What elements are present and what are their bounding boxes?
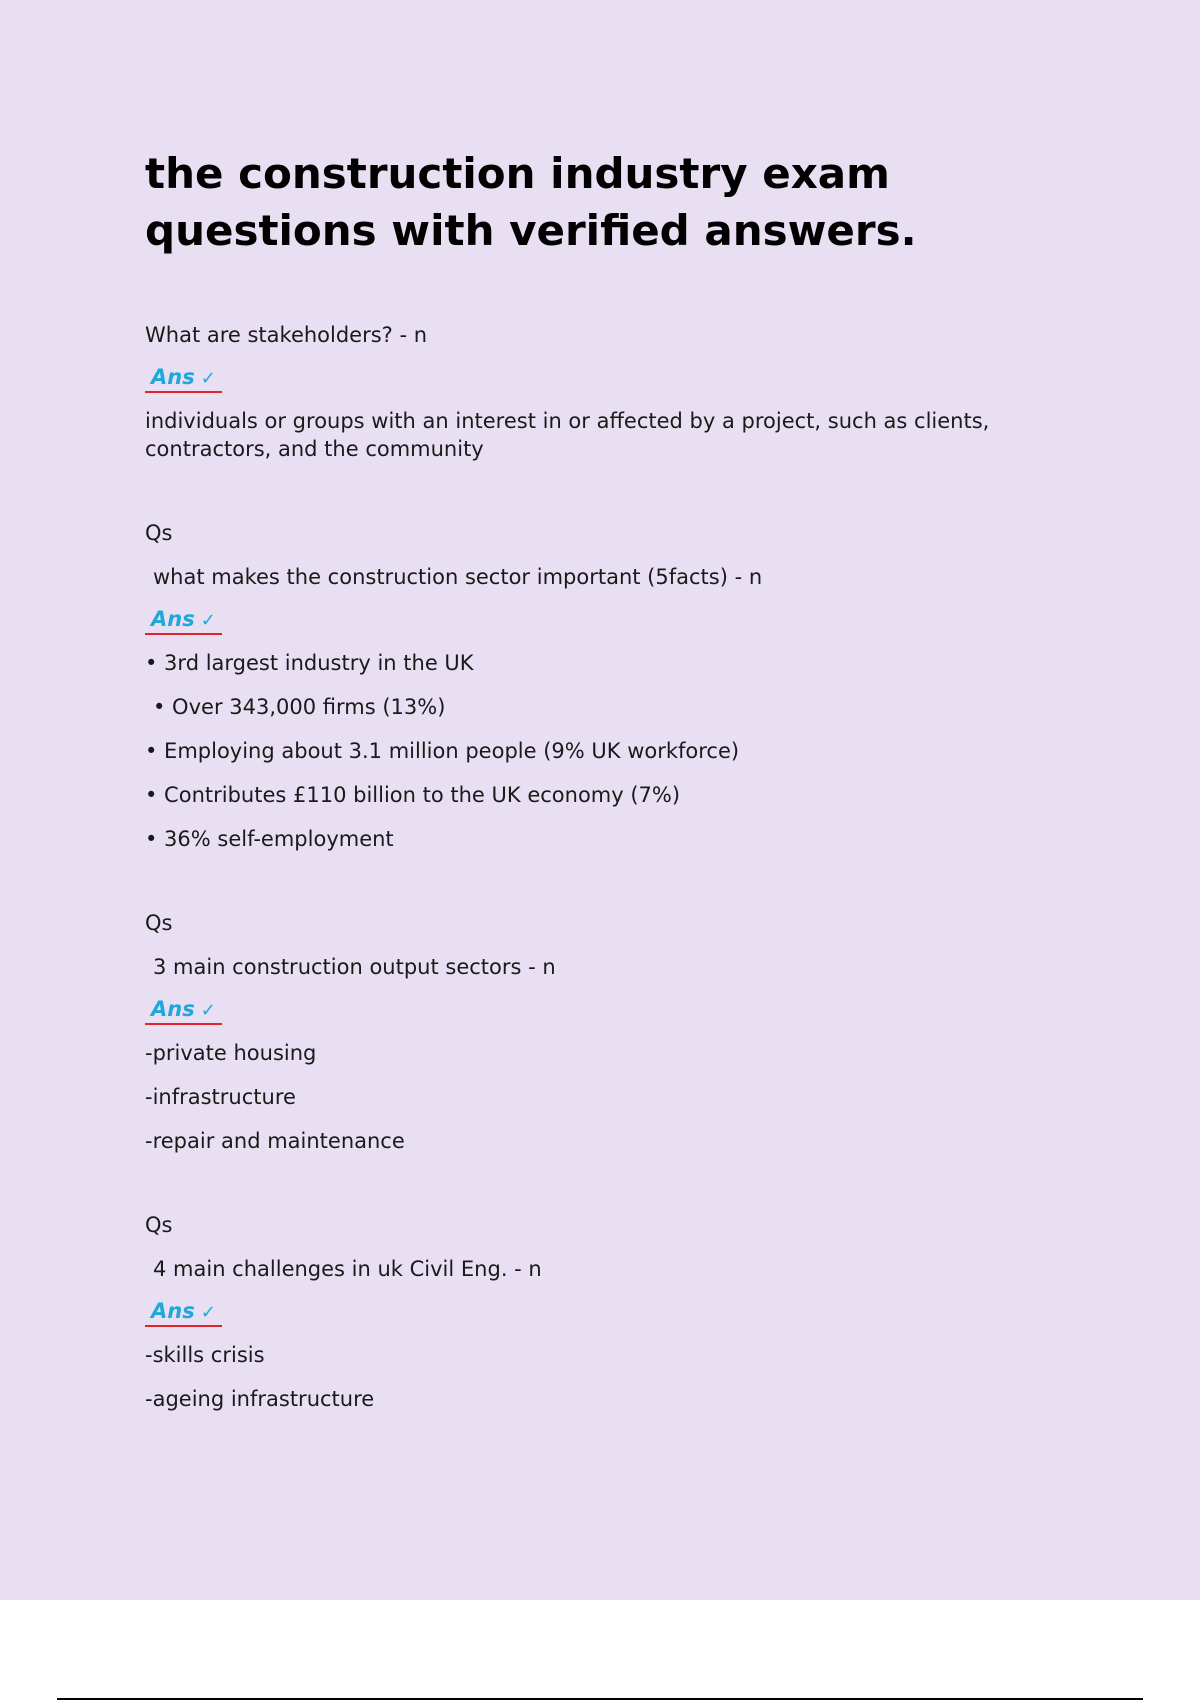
answer-line: • 3rd largest industry in the UK — [145, 651, 474, 675]
answer-line: -skills crisis — [145, 1343, 265, 1367]
answer-line: • Contributes £110 billion to the UK economy (7%) — [145, 783, 681, 807]
answer-line: -repair and maintenance — [145, 1129, 405, 1153]
check-icon: ✓ — [200, 1000, 216, 1021]
answer-line: • Employing about 3.1 million people (9% UK workforce) — [145, 739, 740, 763]
answer-label: Ans ✓ — [145, 997, 222, 1025]
qs-label: Qs — [145, 521, 173, 545]
content-column — [145, 145, 1065, 1429]
answer-line: -infrastructure — [145, 1085, 296, 1109]
answer-line: -private housing — [145, 1041, 317, 1065]
qa-block-output-sectors — [145, 909, 1065, 1155]
answer-line: • 36% self-employment — [145, 827, 394, 851]
answer-label: Ans ✓ — [145, 1299, 222, 1327]
check-icon: ✓ — [200, 610, 216, 631]
answer-line: • Over 343,000 firms (13%) — [153, 695, 446, 719]
check-icon: ✓ — [200, 1302, 216, 1323]
qa-block-importance — [145, 519, 1065, 853]
check-icon: ✓ — [200, 368, 216, 389]
answer-line: -ageing infrastructure — [145, 1387, 375, 1411]
answer-label: Ans ✓ — [145, 607, 222, 635]
qs-label: Qs — [145, 911, 173, 935]
qa-block-stakeholders — [145, 321, 1065, 463]
qs-label: Qs — [145, 1213, 173, 1237]
question-text: 4 main challenges in uk Civil Eng. - n — [153, 1257, 542, 1281]
answer-text: individuals or groups with an interest in or affected by a project, such as clients, contractors, and the community — [145, 409, 990, 461]
question-text: 3 main construction output sectors - n — [153, 955, 556, 979]
answer-label: Ans ✓ — [145, 365, 222, 393]
document-title: the construction industry exam questions with verified answers. — [145, 149, 917, 255]
question-text: what makes the construction sector important (5facts) - n — [153, 565, 763, 589]
question-text: What are stakeholders? - n — [145, 323, 428, 347]
qa-block-challenges — [145, 1211, 1065, 1413]
